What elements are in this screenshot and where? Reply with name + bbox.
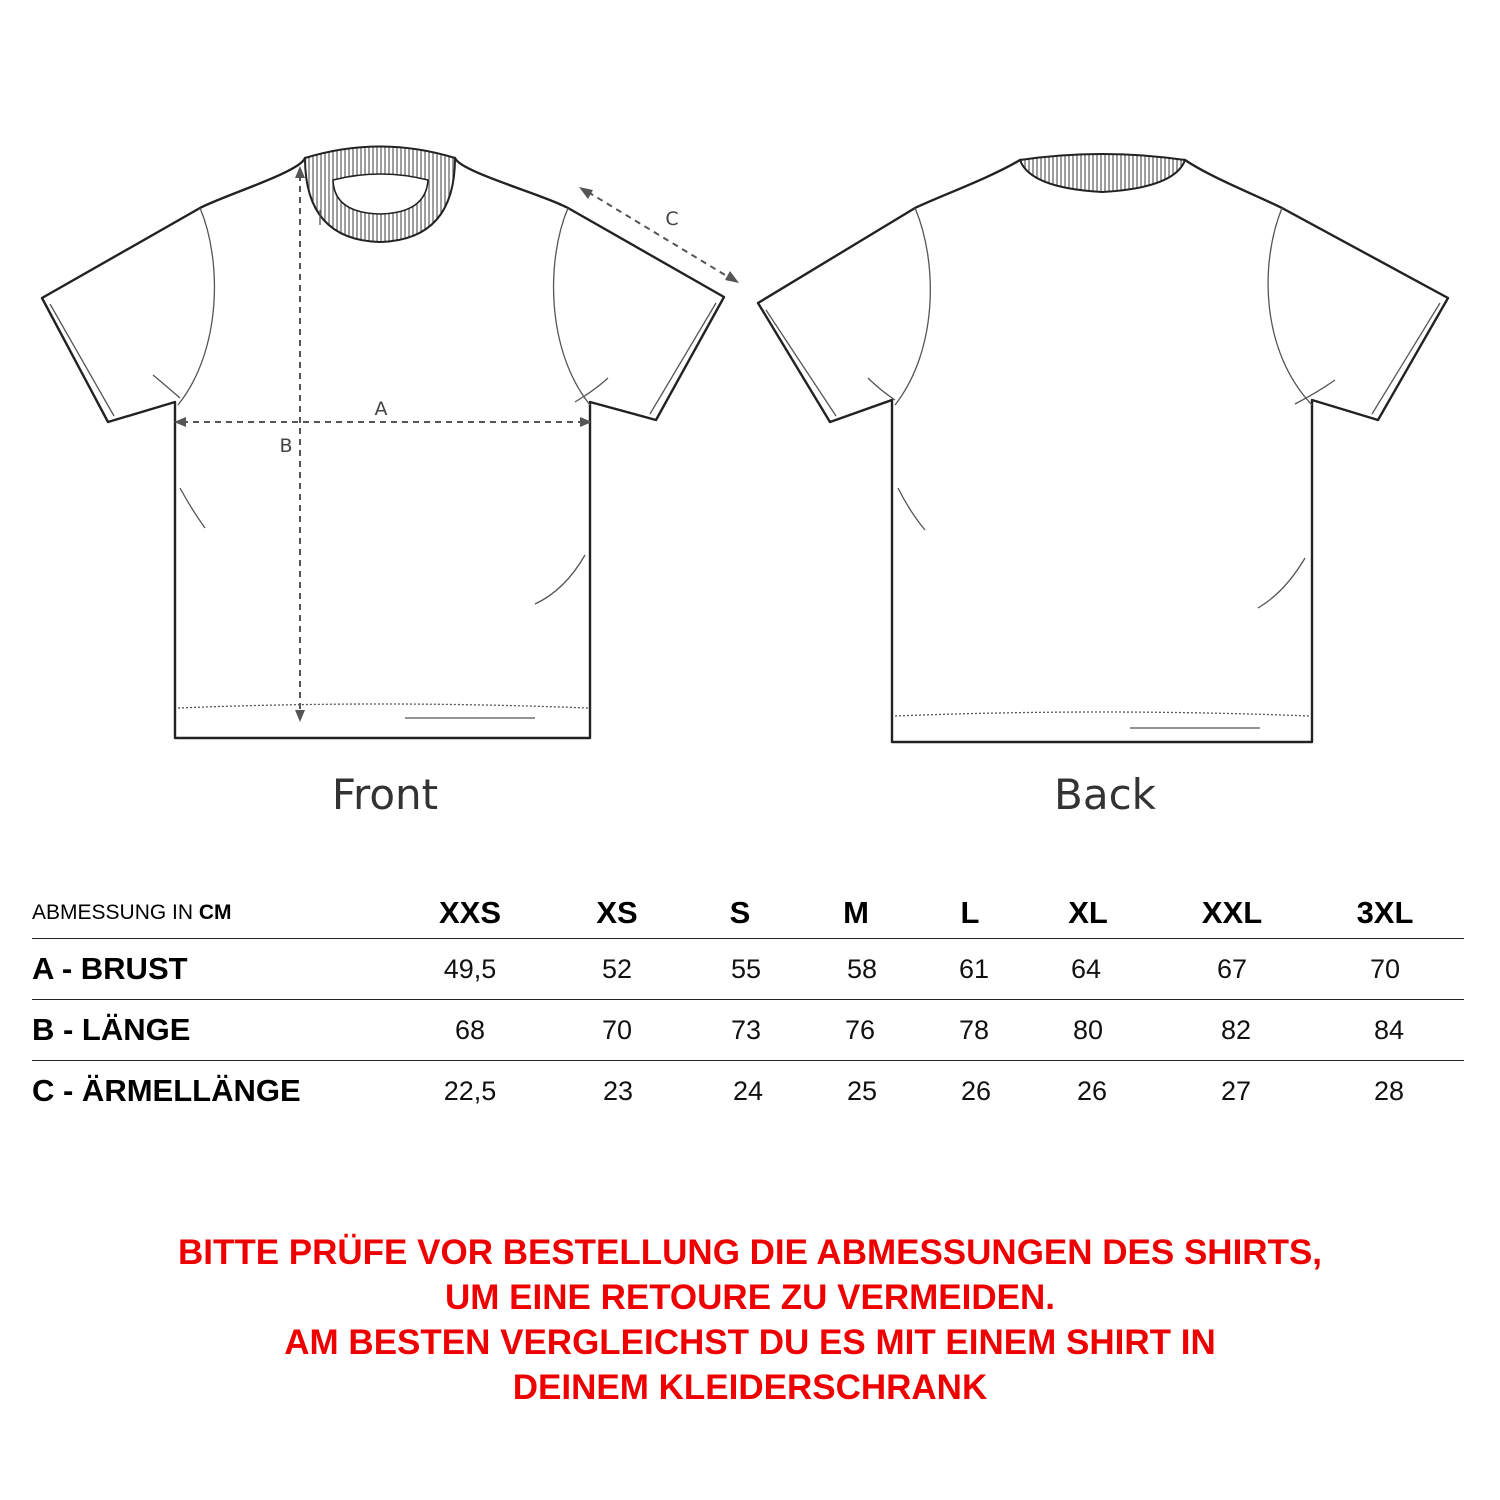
marker-a: A — [374, 398, 388, 420]
table-cell: 68 — [454, 1015, 486, 1045]
table-cell: 26 — [960, 1076, 992, 1106]
row-label: B - LÄNGE — [32, 1012, 191, 1047]
back-shirt-drawing — [758, 154, 1448, 742]
table-cell: 80 — [1072, 1015, 1104, 1045]
table-cell: 55 — [730, 954, 762, 984]
table-row-aermellaenge — [32, 1061, 1464, 1121]
table-cell: 73 — [730, 1015, 762, 1045]
table-cell: 64 — [1070, 954, 1102, 984]
front-view-label: Front — [331, 770, 439, 819]
marker-b: B — [279, 435, 293, 457]
size-header: XS — [596, 895, 638, 930]
order-notice — [100, 1230, 1400, 1410]
size-header: XL — [1068, 895, 1108, 930]
marker-c: C — [665, 208, 679, 230]
table-cell: 78 — [958, 1015, 990, 1045]
row-label: C - ÄRMELLÄNGE — [32, 1073, 301, 1108]
unit-label — [32, 888, 232, 938]
table-cell: 70 — [601, 1015, 633, 1045]
back-view-label: Back — [1054, 770, 1156, 819]
table-cell: 22,5 — [443, 1076, 497, 1106]
notice-line: DEINEM KLEIDERSCHRANK — [512, 1368, 988, 1407]
table-cell: 67 — [1216, 954, 1248, 984]
size-header: S — [729, 895, 751, 930]
table-cell: 28 — [1373, 1076, 1405, 1106]
notice-line: BITTE PRÜFE VOR BESTELLUNG DIE ABMESSUNGEN DES SHIRTS, — [177, 1233, 1323, 1272]
table-cell: 70 — [1369, 954, 1401, 984]
table-cell: 58 — [846, 954, 878, 984]
table-cell: 61 — [958, 954, 990, 984]
table-cell: 52 — [601, 954, 633, 984]
front-shirt-drawing — [42, 147, 724, 739]
size-header-row — [32, 888, 1464, 939]
table-cell: 49,5 — [443, 954, 497, 984]
table-cell: 84 — [1373, 1015, 1405, 1045]
table-cell: 27 — [1220, 1076, 1252, 1106]
table-cell: 76 — [844, 1015, 876, 1045]
notice-line: UM EINE RETOURE ZU VERMEIDEN. — [445, 1278, 1055, 1317]
size-header: XXL — [1201, 895, 1263, 930]
table-cell: 23 — [602, 1076, 634, 1106]
table-cell: 25 — [846, 1076, 878, 1106]
unit-label-prefix: ABMESSUNG IN — [32, 901, 199, 924]
notice-line: AM BESTEN VERGLEICHST DU ES MIT EINEM SHIRT IN — [284, 1323, 1216, 1362]
table-cell: 82 — [1220, 1015, 1252, 1045]
size-header: L — [960, 895, 980, 930]
size-table — [32, 888, 1464, 1121]
size-header: 3XL — [1356, 895, 1414, 930]
table-row-laenge — [32, 1000, 1464, 1061]
table-cell: 24 — [732, 1076, 764, 1106]
size-header: M — [843, 895, 869, 930]
table-row-brust — [32, 939, 1464, 1000]
unit-label-unit: CM — [198, 901, 232, 924]
row-label: A - BRUST — [32, 951, 188, 986]
table-cell: 26 — [1076, 1076, 1108, 1106]
size-header: XXS — [438, 895, 502, 930]
